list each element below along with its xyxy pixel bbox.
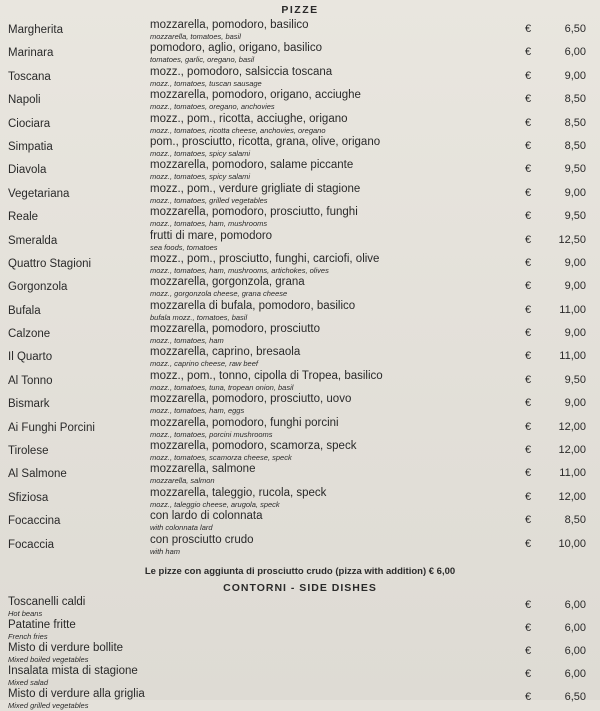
- pizza-ingredients-english: mozzarella, tomatoes, basil: [150, 32, 241, 41]
- pizza-price: 12,00: [558, 444, 586, 457]
- euro-sign: €: [525, 667, 532, 680]
- pizza-price: 12,50: [558, 233, 586, 246]
- pizza-ingredients-english: mozz., tomatoes, spicy salami: [150, 148, 251, 158]
- pizza-ingredients: con prosciutto crudo: [150, 533, 254, 546]
- euro-sign: €: [525, 93, 532, 106]
- euro-sign: €: [525, 621, 532, 634]
- pizza-ingredients: mozzarella, taleggio, rucola, speck: [150, 486, 327, 499]
- pizza-row: [0, 253, 600, 276]
- pizza-name: Bufala: [8, 304, 41, 317]
- pizza-ingredients: frutti di mare, pomodoro: [150, 229, 273, 242]
- euro-sign: €: [525, 139, 532, 152]
- pizza-ingredients: mozzarella, pomodoro, salame piccante: [150, 159, 354, 172]
- pizza-ingredients: mozzarella, pomodoro, prosciutto: [150, 323, 321, 336]
- pizza-ingredients: mozzarella, pomodoro, origano, acciughe: [150, 89, 361, 102]
- euro-sign: €: [525, 598, 532, 611]
- euro-sign: €: [525, 256, 532, 269]
- side-dish-price: 6,00: [564, 644, 586, 657]
- pizza-price: 12,00: [558, 420, 586, 433]
- pizza-name: Reale: [8, 211, 39, 224]
- side-dish-name: Misto di verdure bollite: [8, 641, 124, 654]
- pizza-name: Quattro Stagioni: [8, 257, 92, 270]
- pizza-price: 9,00: [564, 186, 586, 199]
- euro-sign: €: [525, 420, 532, 433]
- side-dish-price: 6,00: [564, 598, 586, 611]
- side-dish-name: Patatine fritte: [8, 618, 76, 631]
- pizza-price: 12,00: [558, 490, 586, 503]
- pizza-ingredients-english: with ham: [150, 546, 181, 556]
- pizza-price: 11,00: [559, 350, 586, 363]
- pizza-ingredients-english: mozz., tomatoes, ham, mushrooms, artichokes, olives: [150, 265, 329, 275]
- euro-sign: €: [525, 644, 532, 657]
- side-dish-english: Mixed salad: [8, 677, 49, 687]
- euro-sign: €: [525, 186, 532, 199]
- prosciutto-addition-note: Le pizze con aggiunta di prosciutto crudo (pizza with addition) € 6,00: [144, 565, 456, 577]
- pizza-price: 8,50: [564, 514, 586, 527]
- pizza-ingredients-english: tomatoes, garlic, oregano, basil: [150, 55, 255, 65]
- contorni-heading: CONTORNI - SIDE DISHES: [223, 581, 377, 594]
- pizza-name: Marinara: [8, 47, 54, 60]
- pizza-ingredients: mozz., pom., tonno, cipolla di Tropea, basilico: [150, 369, 383, 382]
- pizza-row: [0, 159, 600, 182]
- euro-sign: €: [525, 23, 532, 35]
- side-dish-price: 6,50: [564, 690, 586, 703]
- contorni-list: [0, 596, 600, 711]
- side-dish-name: Misto di verdure alla griglia: [8, 687, 145, 700]
- pizza-row: [0, 323, 600, 346]
- pizza-ingredients: mozzarella, pomodoro, prosciutto, funghi: [150, 206, 358, 219]
- pizza-price: 11,00: [559, 303, 586, 316]
- pizza-ingredients-english: with colonnata lard: [150, 523, 213, 533]
- pizza-ingredients: mozzarella di bufala, pomodoro, basilico: [150, 299, 356, 312]
- pizza-ingredients: mozz., pom., ricotta, acciughe, origano: [150, 112, 348, 125]
- pizza-row: [0, 487, 600, 510]
- pizza-ingredients: mozz., pom., verdure grigliate di stagione: [150, 182, 361, 195]
- pizza-price: 8,50: [564, 116, 586, 129]
- pizza-ingredients: mozz., pomodoro, salsiccia toscana: [150, 65, 333, 78]
- pizza-name: Focaccina: [8, 515, 61, 528]
- pizza-price: 9,00: [564, 69, 586, 82]
- pizza-price: 8,50: [564, 93, 586, 106]
- pizza-row: [0, 113, 600, 136]
- side-dish-price: 6,00: [564, 621, 586, 634]
- side-dish-row: [0, 596, 600, 619]
- pizza-ingredients: mozzarella, caprino, bresaola: [150, 346, 301, 359]
- pizza-name: Sfiziosa: [8, 491, 49, 504]
- euro-sign: €: [525, 280, 532, 293]
- pizze-heading: PIZZE: [281, 4, 319, 16]
- euro-sign: €: [525, 397, 532, 410]
- pizza-ingredients: pom., prosciutto, ricotta, grana, olive, origano: [150, 135, 381, 148]
- euro-sign: €: [525, 350, 532, 363]
- side-dish-english: Mixed grilled vegetables: [8, 700, 89, 710]
- pizza-price: 6,50: [564, 23, 586, 35]
- pizza-price: 11,00: [559, 467, 586, 480]
- euro-sign: €: [525, 373, 532, 386]
- pizza-row: [0, 66, 600, 89]
- pizza-name: Vegetariana: [8, 187, 70, 200]
- pizza-name: Diavola: [8, 164, 47, 177]
- pizza-ingredients-english: mozz., tomatoes, porcini mushrooms: [150, 429, 273, 439]
- pizza-price: 9,00: [564, 280, 586, 293]
- pizza-ingredients-english: mozz., tomatoes, tuscan sausage: [150, 78, 262, 88]
- pizza-ingredients: mozz., pom., prosciutto, funghi, carciofi, olive: [150, 252, 380, 265]
- side-dish-english: Mixed boiled vegetables: [8, 654, 89, 664]
- pizza-row: [0, 463, 600, 486]
- pizza-ingredients-english: mozz., taleggio cheese, arugola, speck: [150, 499, 280, 509]
- pizza-row: [0, 230, 600, 253]
- pizza-row: [0, 417, 600, 440]
- pizza-name: Ciociara: [8, 117, 51, 130]
- pizza-ingredients-english: mozz., gorgonzola cheese, grana cheese: [150, 289, 288, 299]
- pizza-ingredients-english: mozzarella, salmon: [150, 476, 215, 486]
- pizza-name: Al Salmone: [8, 468, 67, 481]
- pizza-row: [0, 183, 600, 206]
- side-dish-row: [0, 619, 600, 642]
- euro-sign: €: [525, 210, 532, 223]
- pizza-name: Il Quarto: [8, 351, 53, 364]
- pizza-ingredients: mozzarella, salmone: [150, 463, 256, 476]
- pizza-ingredients-english: mozz., tomatoes, ham: [150, 336, 224, 346]
- pizza-price: 6,00: [564, 46, 586, 59]
- euro-sign: €: [525, 537, 532, 550]
- pizza-price: 9,00: [564, 397, 586, 410]
- pizza-name: Smeralda: [8, 234, 58, 247]
- pizza-ingredients: con lardo di colonnata: [150, 510, 263, 523]
- side-dish-price: 6,00: [564, 667, 586, 680]
- side-dish-name: Insalata mista di stagione: [8, 664, 138, 677]
- pizza-price: 9,50: [564, 163, 586, 176]
- pizza-row: [0, 393, 600, 416]
- euro-sign: €: [525, 327, 532, 340]
- pizza-price: 9,00: [564, 327, 586, 340]
- pizza-name: Toscana: [8, 70, 51, 83]
- pizza-price: 10,00: [558, 537, 586, 550]
- pizze-list: [0, 19, 600, 557]
- pizza-ingredients-english: mozz., tomatoes, ham, eggs: [150, 406, 245, 416]
- pizza-ingredients-english: sea foods, tomatoes: [150, 242, 218, 252]
- pizza-name: Simpatia: [8, 140, 53, 153]
- pizza-ingredients-english: bufala mozz., tomatoes, basil: [150, 312, 248, 322]
- pizza-ingredients-english: mozz., tomatoes, scamorza cheese, speck: [150, 453, 292, 463]
- pizza-ingredients-english: mozz., tomatoes, tuna, tropean onion, basil: [150, 382, 294, 392]
- pizza-name: Focaccia: [8, 538, 55, 551]
- pizza-price: 8,50: [564, 139, 586, 152]
- pizza-name: Bismark: [8, 398, 50, 411]
- euro-sign: €: [525, 514, 532, 527]
- pizza-ingredients-english: mozz., tomatoes, spicy salami: [150, 172, 251, 182]
- pizza-ingredients-english: mozz., tomatoes, oregano, anchovies: [150, 102, 275, 112]
- pizza-row: [0, 510, 600, 533]
- euro-sign: €: [525, 467, 532, 480]
- pizza-row: [0, 136, 600, 159]
- pizza-row: [0, 300, 600, 323]
- side-dish-name: Toscanelli caldi: [8, 595, 86, 608]
- pizza-ingredients-english: mozz., tomatoes, grilled vegetables: [150, 195, 268, 205]
- pizza-ingredients-english: mozz., caprino cheese, raw beef: [150, 359, 258, 369]
- euro-sign: €: [525, 46, 532, 59]
- euro-sign: €: [525, 163, 532, 176]
- pizza-row: [0, 276, 600, 299]
- side-dish-row: [0, 665, 600, 688]
- euro-sign: €: [525, 69, 532, 82]
- pizza-row: [0, 42, 600, 65]
- pizza-ingredients: pomodoro, aglio, origano, basilico: [150, 42, 322, 55]
- pizza-ingredients: mozzarella, pomodoro, prosciutto, uovo: [150, 393, 352, 406]
- euro-sign: €: [525, 233, 532, 246]
- pizza-row: [0, 89, 600, 112]
- pizza-row: [0, 19, 600, 42]
- pizza-name: Tirolese: [8, 445, 49, 458]
- pizza-price: 9,50: [564, 210, 586, 223]
- pizza-name: Gorgonzola: [8, 281, 68, 294]
- euro-sign: €: [525, 490, 532, 503]
- pizza-row: [0, 346, 600, 369]
- pizza-name: Ai Funghi Porcini: [8, 421, 95, 434]
- pizza-ingredients: mozzarella, gorgonzola, grana: [150, 276, 305, 289]
- pizza-name: Al Tonno: [8, 374, 53, 387]
- pizza-ingredients: mozzarella, pomodoro, funghi porcini: [150, 416, 339, 429]
- pizza-ingredients: mozzarella, pomodoro, basilico: [150, 19, 309, 31]
- side-dish-english: French fries: [8, 631, 48, 641]
- pizza-name: Margherita: [8, 24, 63, 36]
- pizza-ingredients: mozzarella, pomodoro, scamorza, speck: [150, 440, 357, 453]
- pizza-row: [0, 206, 600, 229]
- euro-sign: €: [525, 116, 532, 129]
- side-dish-row: [0, 688, 600, 711]
- pizza-ingredients-english: mozz., tomatoes, ricotta cheese, anchovies, oregano: [150, 125, 326, 135]
- euro-sign: €: [525, 303, 532, 316]
- euro-sign: €: [525, 444, 532, 457]
- pizza-name: Napoli: [8, 94, 41, 107]
- euro-sign: €: [525, 690, 532, 703]
- pizza-name: Calzone: [8, 328, 51, 341]
- pizza-row: [0, 534, 600, 557]
- pizza-price: 9,00: [564, 256, 586, 269]
- pizza-ingredients-english: mozz., tomatoes, ham, mushrooms: [150, 219, 268, 229]
- pizza-row: [0, 440, 600, 463]
- pizza-row: [0, 370, 600, 393]
- pizza-price: 9,50: [564, 373, 586, 386]
- side-dish-english: Hot beans: [8, 608, 43, 618]
- side-dish-row: [0, 642, 600, 665]
